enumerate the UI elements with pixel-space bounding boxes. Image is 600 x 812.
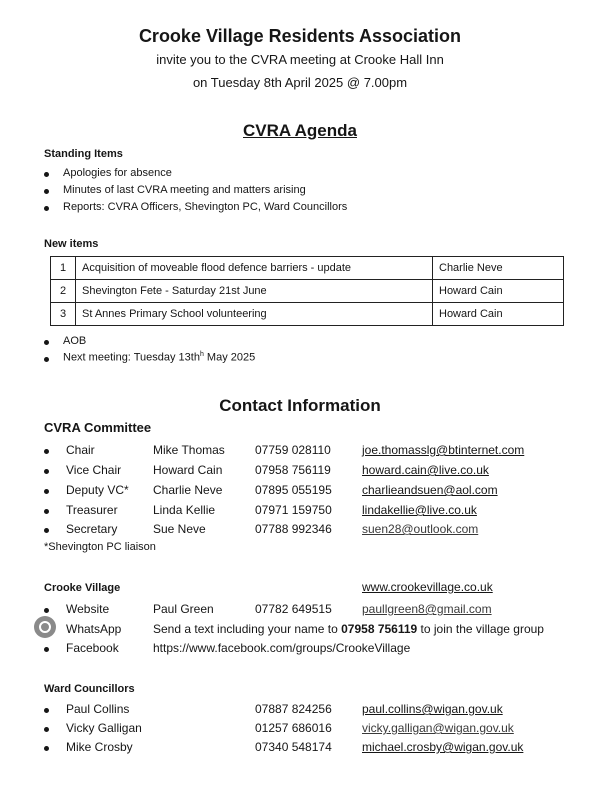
committee-role: Deputy VC* (66, 483, 129, 497)
committee-email[interactable]: lindakellie@live.co.uk (362, 503, 477, 517)
whatsapp-text-suffix: to join the village group (417, 622, 544, 636)
committee-role: Treasurer (66, 503, 118, 517)
committee-phone: 07788 992346 (255, 522, 332, 536)
bullet (44, 746, 49, 751)
committee-phone: 07971 159750 (255, 503, 332, 517)
committee-email[interactable]: joe.thomasslg@btinternet.com (362, 443, 525, 457)
item-description: Acquisition of moveable flood defence barriers - update (76, 257, 433, 280)
item-owner: Howard Cain (433, 303, 564, 326)
item-owner: Howard Cain (433, 280, 564, 303)
website-contact-name: Paul Green (153, 602, 214, 616)
ward-heading: Ward Councillors (44, 683, 135, 695)
website-label: Website (66, 602, 110, 616)
committee-email[interactable]: howard.cain@live.co.uk (362, 463, 489, 477)
standing-item: Reports: CVRA Officers, Shevington PC, Ward Councillors (63, 201, 348, 213)
table-row (51, 257, 564, 280)
whatsapp-text-prefix: Send a text including your name to (153, 622, 342, 636)
bullet (44, 340, 49, 345)
bullet (44, 489, 49, 494)
councillor-email[interactable]: vicky.galligan@wigan.gov.uk (362, 721, 514, 735)
item-description: St Annes Primary School volunteering (76, 303, 433, 326)
bullet (44, 727, 49, 732)
next-meeting-superscript: h (199, 351, 204, 358)
bullet (44, 708, 49, 713)
new-items-table (50, 256, 564, 326)
bullet (44, 206, 49, 211)
committee-email[interactable]: charlieandsuen@aol.com (362, 483, 498, 497)
table-row (51, 303, 564, 326)
whatsapp-number: 07958 756119 (341, 622, 418, 636)
item-number: 2 (51, 280, 76, 303)
invite-line: invite you to the CVRA meeting at Crooke Hall Inn (156, 52, 444, 67)
standing-item: Minutes of last CVRA meeting and matters arising (63, 184, 306, 196)
bullet (44, 509, 49, 514)
bullet (44, 647, 49, 652)
bullet (44, 172, 49, 177)
bullet (44, 189, 49, 194)
liaison-note: *Shevington PC liaison (44, 541, 156, 553)
committee-name: Mike Thomas (153, 443, 225, 457)
committee-role: Vice Chair (66, 463, 122, 477)
standing-item: Apologies for absence (63, 167, 172, 179)
committee-name: Linda Kellie (153, 503, 216, 517)
committee-name: Charlie Neve (153, 483, 223, 497)
page-title: Crooke Village Residents Association (138, 26, 462, 46)
whatsapp-instructions (153, 622, 544, 636)
councillor-name: Paul Collins (66, 702, 130, 716)
website-contact-phone: 07782 649515 (255, 602, 332, 616)
committee-email[interactable]: suen28@outlook.com (362, 522, 479, 536)
next-meeting (63, 351, 255, 364)
contact-title: Contact Information (219, 396, 381, 415)
item-number: 1 (51, 257, 76, 280)
whatsapp-icon (34, 616, 56, 638)
bullet (44, 357, 49, 362)
next-meeting-date: Next meeting: Tuesday 13th (63, 351, 200, 364)
councillor-name: Mike Crosby (66, 740, 133, 754)
website-contact-email[interactable]: paullgreen8@gmail.com (362, 602, 492, 616)
councillor-phone: 01257 686016 (255, 721, 332, 735)
facebook-url[interactable]: https://www.facebook.com/groups/CrookeVillage (153, 641, 411, 655)
date-line: on Tuesday 8th April 2025 @ 7.00pm (192, 75, 408, 90)
bullet (44, 469, 49, 474)
facebook-label: Facebook (66, 641, 119, 655)
aob-item: AOB (63, 335, 87, 347)
councillor-phone: 07887 824256 (255, 702, 332, 716)
committee-phone: 07958 756119 (255, 463, 331, 477)
agenda-title: CVRA Agenda (243, 121, 357, 140)
table-row (51, 280, 564, 303)
councillor-email[interactable]: michael.crosby@wigan.gov.uk (362, 740, 524, 754)
bullet (44, 608, 49, 613)
next-meeting-month: May 2025 (203, 351, 256, 364)
councillor-name: Vicky Galligan (66, 721, 142, 735)
village-website-link[interactable]: www.crookevillage.co.uk (362, 580, 493, 594)
village-heading: Crooke Village (44, 582, 121, 594)
bullet (44, 449, 49, 454)
item-number: 3 (51, 303, 76, 326)
committee-role: Secretary (66, 522, 118, 536)
item-description: Shevington Fete - Saturday 21st June (76, 280, 433, 303)
whatsapp-label: WhatsApp (66, 622, 122, 636)
committee-phone: 07759 028110 (255, 443, 331, 457)
committee-heading: CVRA Committee (44, 420, 152, 435)
standing-items-heading: Standing Items (44, 148, 123, 160)
committee-name: Howard Cain (153, 463, 223, 477)
item-owner: Charlie Neve (433, 257, 564, 280)
bullet (44, 528, 49, 533)
councillor-email[interactable]: paul.collins@wigan.gov.uk (362, 702, 503, 716)
councillor-phone: 07340 548174 (255, 740, 332, 754)
committee-role: Chair (66, 443, 95, 457)
committee-phone: 07895 055195 (255, 483, 332, 497)
new-items-heading: New items (44, 238, 99, 250)
committee-name: Sue Neve (153, 522, 206, 536)
